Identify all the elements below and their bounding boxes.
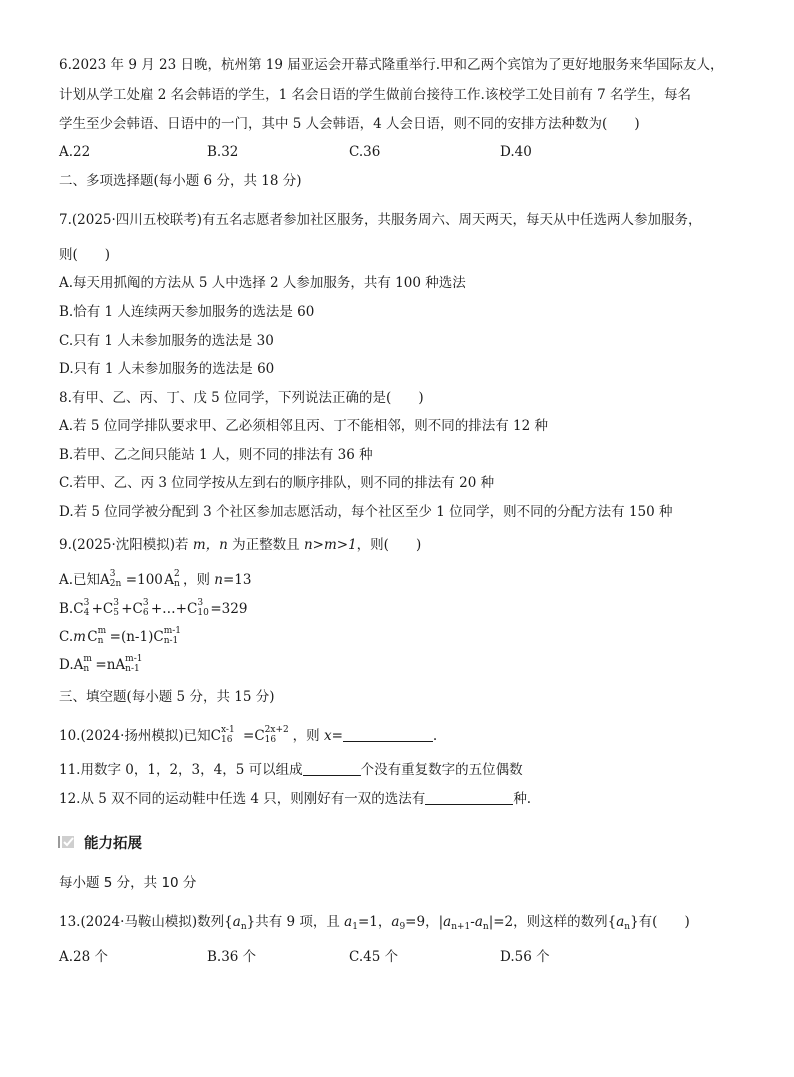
q9b-c1 <box>84 599 92 619</box>
q9b-c4 <box>197 599 210 619</box>
q7-line1: 7.(2025·四川五校联考)有五名志愿者参加社区服务，共服务周六、周天两天，每天从中任选两人参加服务， <box>59 212 702 228</box>
q9b-tail: =329 <box>210 601 248 617</box>
q13-a9: a <box>391 914 400 930</box>
q11-suffix: 个没有重复数字的五位偶数 <box>360 762 523 778</box>
q13-n-2: n <box>624 922 631 932</box>
q13-options <box>59 947 719 967</box>
q13-n: n <box>240 922 247 932</box>
q6-line2: 计划从学工处雇 2 名会韩语的学生，1 名会日语的学生做前台接待工作.该校学工处目前有 7 名学生，每名 <box>59 87 692 103</box>
q8-option-d: D.若 5 位同学被分配到 3 个社区参加志愿活动，每个社区至少 1 位同学，则不同的分配方法有 150 种 <box>59 504 673 520</box>
q12-suffix: 种. <box>513 791 532 807</box>
q9c-script2 <box>164 627 188 647</box>
ability-section-header <box>58 832 142 852</box>
q7-option-b: B.恰有 1 人连续两天参加服务的选法是 60 <box>59 304 315 320</box>
q9-stem-mid: 为正整数且 <box>227 537 304 553</box>
q13-end: }有( ) <box>630 914 690 930</box>
q9a-sym2: A <box>164 572 174 588</box>
q9-stem <box>59 535 421 555</box>
q9a-script2 <box>174 570 183 590</box>
q13-option-a: A.28 个 <box>59 949 109 965</box>
q11 <box>59 760 523 780</box>
q8-option-b: B.若甲、乙之间只能站 1 人，则不同的排法有 36 种 <box>59 447 373 463</box>
q9b-c1-sub: 4 <box>83 608 90 618</box>
q9c-prefix: C. <box>59 629 74 645</box>
q10-script2 <box>265 726 293 746</box>
q13-option-b: B.36 个 <box>207 949 257 965</box>
q9b-c4-sup: 3 <box>197 598 204 608</box>
q11-answer-blank[interactable] <box>303 761 361 776</box>
q9a-script1 <box>110 570 126 590</box>
q9d-script1 <box>83 655 95 675</box>
q9b-prefix: B. <box>59 601 74 617</box>
q9a-eq: =100 <box>125 572 163 588</box>
q10-tail: = <box>331 728 343 744</box>
section-title-multiple-choice: 二、多项选择题(每小题 6 分，共 18 分) <box>59 173 302 189</box>
q7-line2: 则( ) <box>59 247 111 263</box>
q9b-c1-sup: 3 <box>83 598 90 608</box>
q6-line3: 学生至少会韩语、日语中的一门，其中 5 人会韩语，4 人会日语，则不同的安排方法种数为( ) <box>59 116 640 132</box>
q13-a9-val: =9，| <box>405 914 444 930</box>
q9d-script2 <box>125 655 149 675</box>
q13-a1: a <box>344 914 353 930</box>
q9-option-d: D.A m n =nA m-1 n-1 <box>59 655 149 675</box>
q9c-mid: =(n-1) <box>109 629 154 645</box>
q9a-var: n <box>214 572 223 588</box>
q13-option-c: C.45 个 <box>349 949 399 965</box>
q9-option-a <box>59 570 252 590</box>
q10-var: x <box>323 728 332 744</box>
q9d-sub1: n <box>83 664 90 674</box>
q10-answer-blank[interactable] <box>343 727 433 742</box>
q12-prefix: 12.从 5 双不同的运动鞋中任选 4 只，则刚好有一双的选法有 <box>59 791 426 807</box>
q9b-c2 <box>113 599 121 619</box>
q8-option-a: A.若 5 位同学排队要求甲、乙必须相邻且丙、丁不能相邻，则不同的排法有 12 种 <box>59 418 548 434</box>
q9-option-c: C.m C m n =(n-1)C m-1 n-1 <box>59 627 188 647</box>
q9-option-b: B.C 3 4 +C 3 5 +C 3 6 +…+C 3 10 =329 <box>59 598 248 618</box>
q9c-sup2: m-1 <box>163 626 181 636</box>
q9b-c3-sub: 6 <box>142 608 149 618</box>
q9a-sup1: 3 <box>109 569 116 579</box>
q9c-sup1: m <box>97 626 107 636</box>
q6-option-c: C.36 <box>349 144 381 160</box>
q9b-c3-sup: 3 <box>142 598 149 608</box>
section-title-fill-blank: 三、填空题(每小题 5 分，共 15 分) <box>59 689 275 705</box>
q9c-sub2: n-1 <box>163 636 179 646</box>
q13-a-2: a <box>616 914 625 930</box>
q11-prefix: 11.用数字 0，1，2，3，4，5 可以组成 <box>59 762 303 778</box>
q9a-sub2: n <box>174 579 180 589</box>
q9-stem-cond: n>m>1 <box>303 537 357 553</box>
q9d-sup2: m-1 <box>125 654 143 664</box>
q10: 10.(2024·扬州模拟)已知C x-1 16 =C 2x+2 16 ，则 x= . <box>59 725 438 745</box>
q7-option-a: A.每天用抓阄的方法从 5 人中选择 2 人参加服务，共有 100 种选法 <box>59 275 466 291</box>
q9-stem-prefix: 9.(2025·沈阳模拟)若 <box>59 537 193 553</box>
checkmark-icon <box>58 834 76 850</box>
q13-an1: a <box>443 914 452 930</box>
q13-a9-sub: 9 <box>399 922 406 932</box>
q9b-c2-sub: 5 <box>113 608 119 618</box>
q9a-sub1: 2n <box>109 579 122 589</box>
q6-option-d: D.40 <box>500 144 532 160</box>
q9d-prefix: D. <box>59 657 74 673</box>
q9d-sup1: m <box>83 654 92 664</box>
q13-prefix: 13.(2024·马鞍山模拟)数列{ <box>59 914 233 930</box>
q8-option-c: C.若甲、乙、丙 3 位同学按从左到右的顺序排队，则不同的排法有 20 种 <box>59 475 495 491</box>
q12 <box>59 789 531 809</box>
q9a-sup2: 2 <box>174 569 180 579</box>
q13-option-d: D.56 个 <box>500 949 550 965</box>
q9a-tail: =13 <box>223 572 252 588</box>
q7-option-c: C.只有 1 人未参加服务的选法是 30 <box>59 333 274 349</box>
q10-script1 <box>221 726 243 746</box>
q13-a1-val: =1， <box>357 914 392 930</box>
q10-mid: ，则 <box>292 728 324 744</box>
q9d-sub2: n-1 <box>125 664 140 674</box>
q9a-mid: ，则 <box>183 572 215 588</box>
q8-line1: 8.有甲、乙、丙、丁、戊 5 位同学，下列说法正确的是( ) <box>59 390 424 406</box>
q9c-var: m <box>73 629 86 645</box>
q13-an-sub: n <box>482 922 489 932</box>
q12-answer-blank[interactable] <box>425 790 513 805</box>
q9b-ellipsis: +…+ <box>150 601 187 617</box>
q6-line1: 6.2023 年 9 月 23 日晚，杭州第 19 届亚运会开幕式隆重举行.甲和乙两个宾馆为了更好地服务来华国际友人， <box>59 57 724 73</box>
q9c-sub1: n <box>97 636 104 646</box>
q13-mid1: }共有 9 项，且 <box>246 914 345 930</box>
q9a-prefix: A.已知 <box>59 572 101 588</box>
q9-stem-suffix: ，则( ) <box>356 537 422 553</box>
q13-stem <box>59 912 690 937</box>
ability-title: 能力拓展 <box>84 835 142 852</box>
q6-option-a: A.22 <box>59 144 91 160</box>
q10-sub1: 16 <box>221 735 233 745</box>
q9d-mid: =n <box>95 657 116 673</box>
q10-sup2: 2x+2 <box>264 725 289 735</box>
q13-abs: |=2，则这样的数列{ <box>488 914 617 930</box>
q13-an: a <box>474 914 483 930</box>
q13-a: a <box>232 914 241 930</box>
q7-option-d: D.只有 1 人未参加服务的选法是 60 <box>59 361 275 377</box>
q9b-c3 <box>143 599 151 619</box>
q6-options <box>59 142 719 162</box>
q6-option-b: B.32 <box>207 144 239 160</box>
q13-minus: - <box>470 914 475 930</box>
q10-sup1: x-1 <box>221 725 235 735</box>
q9a-sym1: A <box>100 572 110 588</box>
q13-a1-sub: 1 <box>352 922 358 932</box>
ability-score: 每小题 5 分，共 10 分 <box>59 875 197 891</box>
q10-eq: = <box>243 728 255 744</box>
q13-an1-sub: n+1 <box>451 922 471 932</box>
q10-prefix: 10.(2024·扬州模拟)已知 <box>59 728 211 744</box>
q9b-c2-sup: 3 <box>113 598 119 608</box>
q9b-c4-sub: 10 <box>197 608 209 618</box>
q9-stem-vars: m，n <box>192 537 228 553</box>
q9c-script1 <box>98 627 110 647</box>
q10-sub2: 16 <box>264 735 277 745</box>
